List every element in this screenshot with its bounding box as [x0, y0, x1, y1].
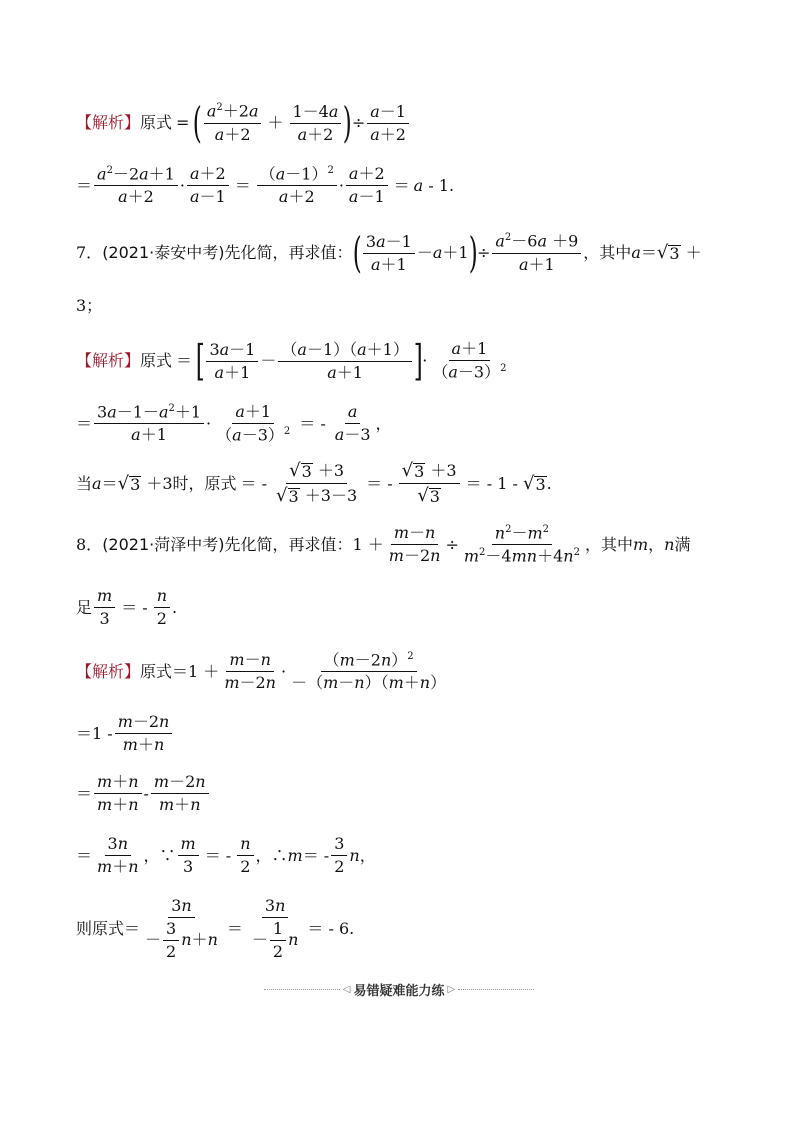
problem-8-statement: 8． (2021·菏泽中考) 先化简，再求值： 1 ＋ $\frac{m-n}{m-2n}$ ÷ $\frac{n^2-m^2}{m^2-4mn+4n^2}$ ，其中 m，n 满 — [76, 523, 691, 566]
solution-8-line-5: 则原式 ＝ 3n － $\frac{3}{2}$ n＋n ＝ 3n － $\frac{1}{2}$ n ＝ - 6. — [76, 896, 355, 961]
section-footer — [264, 980, 534, 999]
analysis-tag: 【解析】 — [76, 113, 141, 132]
problem-7-number: 7． — [76, 243, 103, 262]
problem-8-condition: 足 $\frac{m}{3}$ ＝ - $\frac{n}{2}$ . — [76, 586, 178, 628]
solution-7-line-1: 【解析】 原式 ＝ [ $\frac{3a-1}{a+1}$ － $\frac{(a-1)(a+1)}{a+1}$ ] · $\frac{a+1}{(a-3)^2}$ — [76, 336, 507, 385]
problem-8-number: 8． — [76, 534, 103, 554]
footer-right-rule — [458, 989, 534, 990]
original-label: 原式 — [140, 113, 173, 132]
section-title: 易错疑难能力练 — [353, 984, 445, 999]
satisfy-label: 满 — [674, 534, 691, 554]
original-label: 原式 — [140, 351, 173, 370]
solution-8-line-1: 【解析】 原式 ＝1 ＋ $\frac{m-n}{m-2n}$ · $\frac{(m-2n)^2}{-(m-n)(m+n)}$ — [76, 650, 447, 693]
original-label: 原式 — [140, 661, 173, 681]
problem-8-instruction: 先化简，再求值： — [224, 534, 353, 554]
solution-6-line-2: ＝ $\frac{a^2-2a+1}{a+2}$ · $\frac{a+2}{a-1}$ ＝ $\frac{(a-1)^2}{a+2}$ · $\frac{a+2}{a-1}$ ＝ a - 1. — [76, 164, 455, 207]
left-triangle-icon: ◁ — [342, 984, 351, 995]
analysis-tag: 【解析】 — [76, 351, 141, 370]
solution-8-line-3: ＝ $\frac{m+n}{m+n}$ - $\frac{m-2n}{m+n}$ — [76, 774, 211, 813]
solution-8-line-4: ＝ $\frac{3n}{m+n}$ ，∵ $\frac{m}{3}$ ＝ - $\frac{n}{2}$ ，∴m＝ - $\frac{3}{2}$ n， — [76, 834, 376, 876]
problem-8-source: (2021·菏泽中考) — [102, 534, 225, 554]
solution-6-line-1: 【解析】 原式 = ( $\frac{a^2+2a}{a+2}$ ＋ $\frac{1-4a}{a+2}$ ) ÷ $\frac{a-1}{a+2}$ — [76, 102, 411, 144]
problem-7-statement: 7． (2021·泰安中考) 先化简，再求值： ( $\frac{3a-1}{a+1}$ －a＋1 ) ÷ $\frac{a^2-6a +9}{a+1}$ ，其中 a＝ √ 3 ＋ — [76, 228, 702, 277]
problem-7-tail — [76, 298, 102, 314]
solution-7-line-2: ＝ $\frac{3a-1-a^2+1}{a+1}$ · $\frac{a+1}{(a-3)^2}$ ＝ - $\frac{a}{a-3}$ ， — [76, 402, 392, 445]
then-original-label: 则原式 — [76, 919, 125, 938]
analysis-tag: 【解析】 — [76, 661, 141, 681]
solution-7-line-3: 当 a＝ √ 3 ＋3 时，原式 ＝ - √ 3 ＋3 √ 3 ＋3－3 ＝ - √ 3 ＋3 √ 3 ＝ - 1 - √ 3 . — [76, 460, 552, 506]
problem-7-source: (2021·泰安中考) — [102, 243, 225, 262]
right-triangle-icon: ▷ — [447, 984, 456, 995]
solution-8-line-2: ＝1 - $\frac{m-2n}{m+n}$ — [76, 714, 174, 753]
footer-left-rule — [264, 989, 340, 990]
where-label: ，其中 — [583, 243, 632, 262]
when-label: 当 — [76, 473, 93, 493]
zu-label: 足 — [76, 597, 93, 617]
problem-7-tail-text: 3； — [76, 296, 103, 315]
problem-7-instruction: 先化简，再求值： — [224, 243, 353, 262]
where-label: ，其中 — [584, 534, 633, 554]
time-label: 时，原式 — [172, 473, 237, 493]
